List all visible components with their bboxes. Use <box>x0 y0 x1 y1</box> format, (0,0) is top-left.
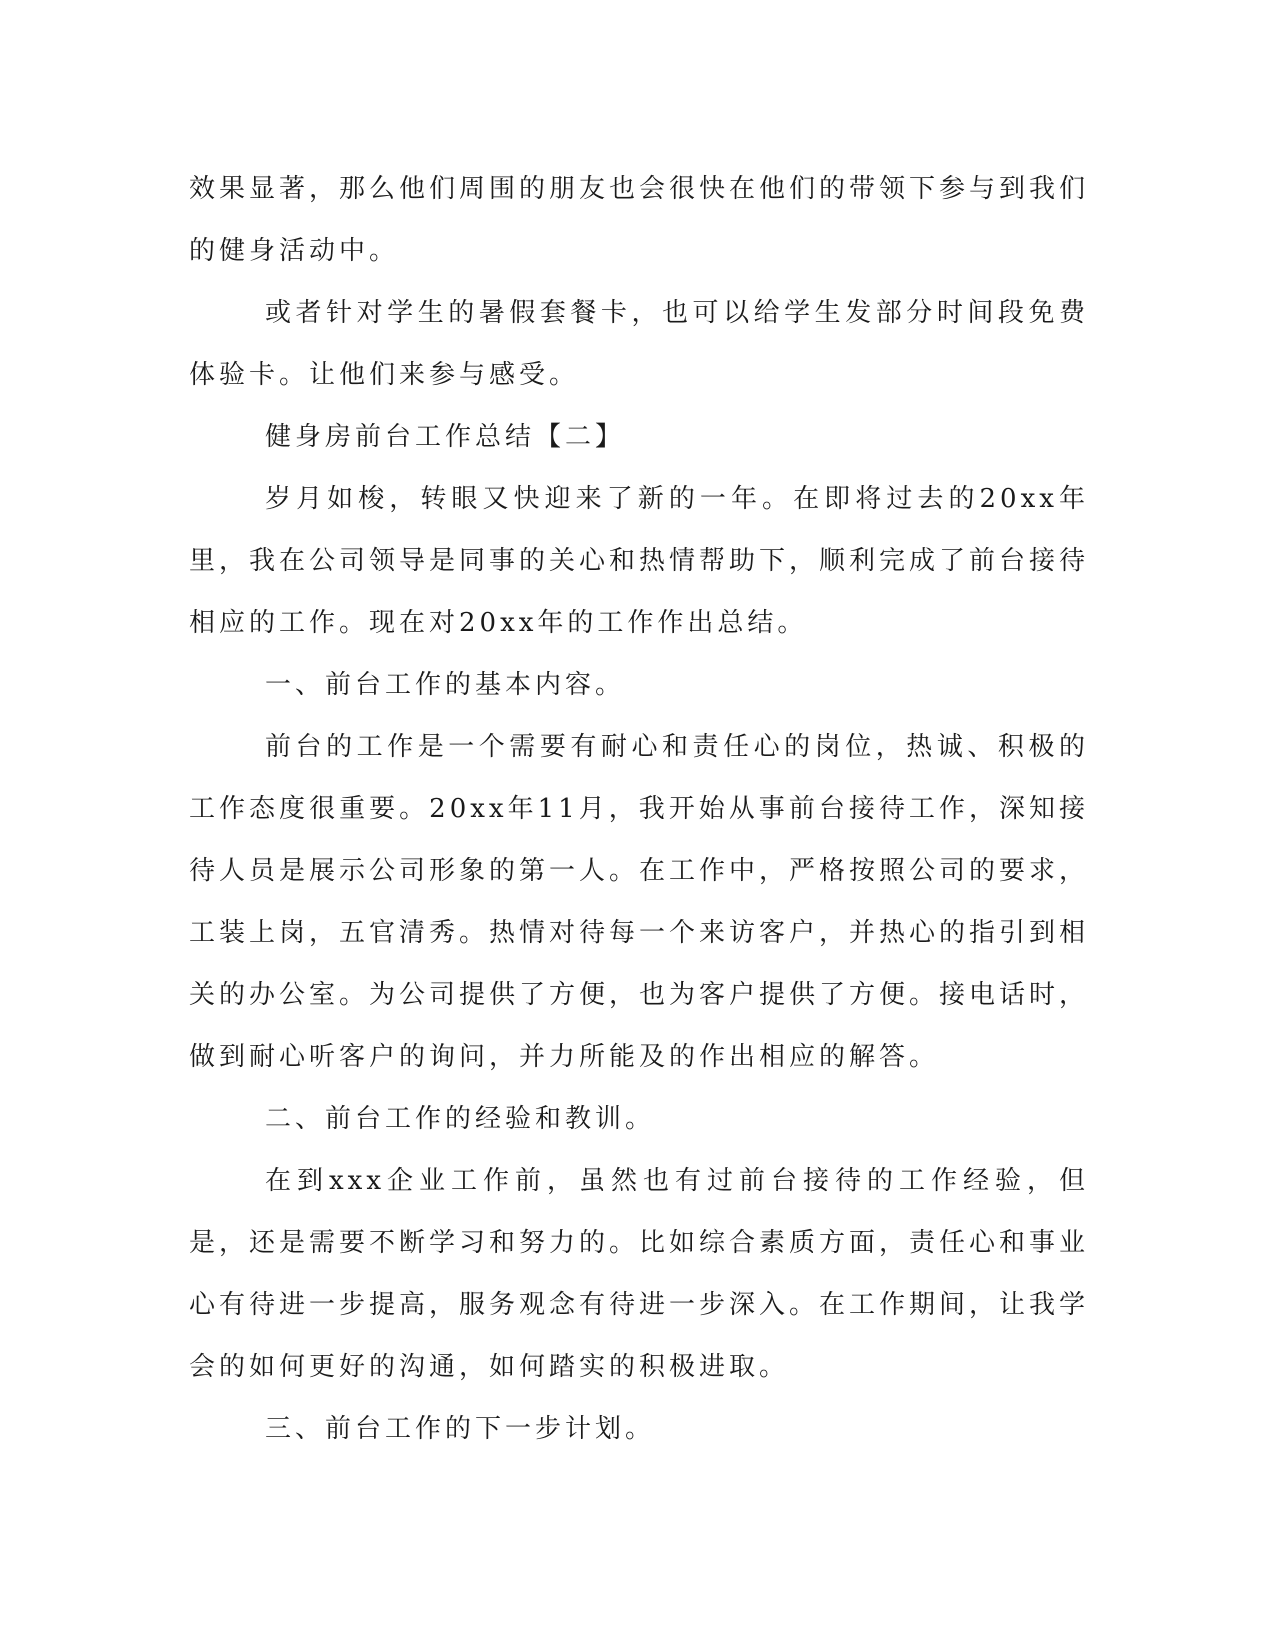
paragraph-continuation: 效果显著，那么他们周围的朋友也会很快在他们的带领下参与到我们的健身活动中。 <box>189 174 1090 266</box>
section-title: 健身房前台工作总结【二】 <box>265 422 626 452</box>
paragraph: 在到xxx企业工作前，虽然也有过前台接待的工作经验，但是，还是需要不断学习和努力的。比如综合素质方面，责任心和事业心有待进一步提高，服务观念有待进一步深入。在工作期间，让我学会的如何更好的沟通，如何踏实的积极进取。 <box>189 1166 1090 1382</box>
paragraph: 或者针对学生的暑假套餐卡，也可以给学生发部分时间段免费体验卡。让他们来参与感受。 <box>189 298 1089 390</box>
document-body <box>189 158 1089 1460</box>
paragraph: 前台的工作是一个需要有耐心和责任心的岗位，热诚、积极的工作态度很重要。20xx年11月，我开始从事前台接待工作，深知接待人员是展示公司形象的第一人。在工作中，严格按照公司的要求，工装上岗，五官清秀。热情对待每一个来访客户，并热心的指引到相关的办公室。为公司提供了方便，也为客户提供了方便。接电话时，做到耐心听客户的询问，并力所能及的作出相应的解答。 <box>189 732 1090 1072</box>
paragraph: 岁月如梭，转眼又快迎来了新的一年。在即将过去的20xx年里，我在公司领导是同事的关心和热情帮助下，顺利完成了前台接待相应的工作。现在对20xx年的工作作出总结。 <box>189 484 1090 638</box>
section-heading: 一、前台工作的基本内容。 <box>265 670 626 700</box>
section-heading: 三、前台工作的下一步计划。 <box>265 1414 656 1444</box>
section-heading: 二、前台工作的经验和教训。 <box>265 1104 656 1134</box>
